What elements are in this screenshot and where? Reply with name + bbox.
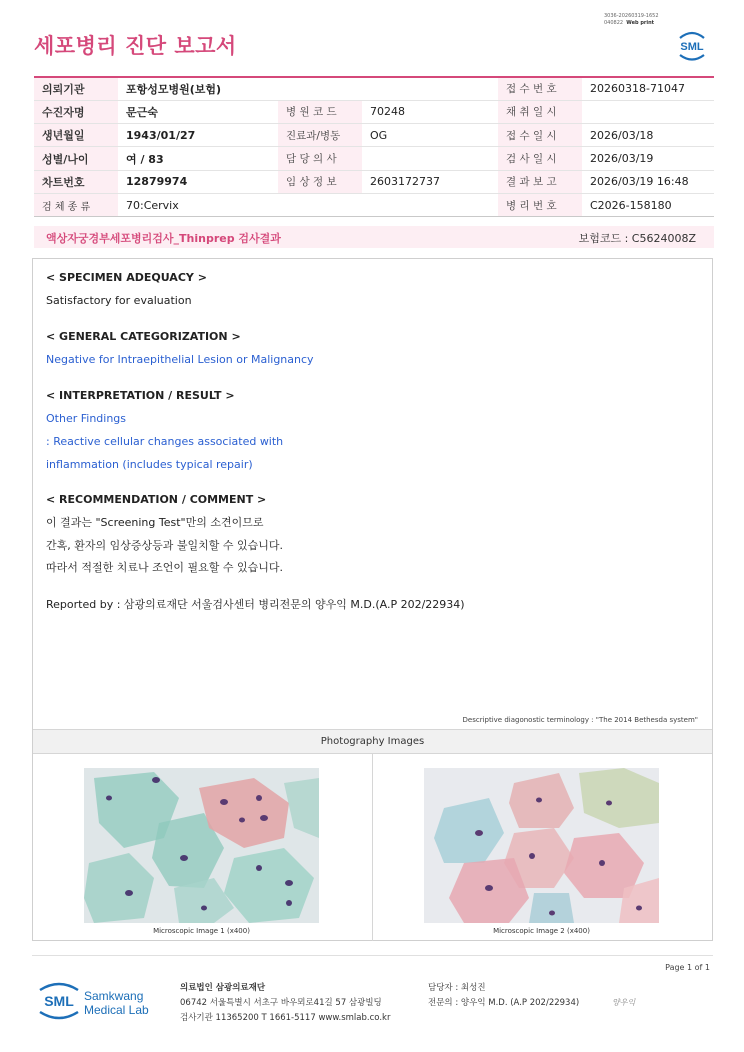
info-label: 병 원 코 드 bbox=[278, 100, 362, 123]
category-text: Negative for Intraepithelial Lesion or Malignancy bbox=[46, 353, 314, 366]
info-value: OG bbox=[362, 124, 498, 147]
info-value: C2026-158180 bbox=[582, 193, 714, 216]
info-row bbox=[34, 193, 714, 216]
info-value: 2026/03/19 16:48 bbox=[582, 170, 714, 193]
info-row bbox=[34, 77, 714, 100]
photo-divider bbox=[372, 754, 373, 941]
recommendation-line-1: 이 결과는 "Screening Test"만의 소견이므로 bbox=[46, 516, 264, 529]
info-value: 여 / 83 bbox=[118, 147, 278, 170]
interpretation-line-2: : Reactive cellular changes associated with bbox=[46, 435, 284, 448]
info-value: 문근숙 bbox=[118, 100, 278, 123]
info-value: 20260318-71047 bbox=[582, 77, 714, 100]
info-label: 검 체 종 류 bbox=[34, 193, 118, 216]
info-value: 2603172737 bbox=[362, 170, 498, 193]
document-code bbox=[604, 13, 659, 26]
interpretation-line-1: Other Findings bbox=[46, 412, 127, 425]
category-heading: < GENERAL CATEGORIZATION > bbox=[46, 330, 241, 343]
info-value: 70248 bbox=[362, 100, 498, 123]
info-label: 결 과 보 고 bbox=[498, 170, 582, 193]
footer-address: 06742 서울특별시 서초구 바우뫼로41길 57 삼광빌딩 bbox=[180, 998, 382, 1008]
info-label: 병 리 번 호 bbox=[498, 193, 582, 216]
sml-logo-text: SML bbox=[680, 41, 704, 53]
reported-by: Reported by : 삼광의료재단 서울검사센터 병리전문의 양우익 M.D.(A.P 202/22934) bbox=[46, 598, 465, 611]
info-label: 접 수 일 시 bbox=[498, 124, 582, 147]
footer-contact: 검사기관 11365200 T 1661-5117 www.smlab.co.kr bbox=[180, 1013, 391, 1023]
photo-section-title: Photography Images bbox=[33, 729, 712, 754]
info-value: 2026/03/19 bbox=[582, 147, 714, 170]
info-value: 70:Cervix bbox=[118, 193, 498, 216]
samkwang-logo-icon bbox=[37, 980, 162, 1022]
page-number: Page 1 of 1 bbox=[665, 963, 710, 972]
info-value bbox=[362, 147, 498, 170]
info-label: 생년월일 bbox=[34, 124, 118, 147]
footer-divider bbox=[32, 955, 713, 956]
specialist-signature: 양우익 bbox=[612, 998, 636, 1007]
recommendation-line-3: 따라서 적절한 치료나 조언이 필요할 수 있습니다. bbox=[46, 561, 283, 574]
patient-info-table bbox=[34, 76, 714, 217]
interpretation-heading: < INTERPRETATION / RESULT > bbox=[46, 389, 235, 402]
image-2-caption: Microscopic Image 2 (x400) bbox=[493, 927, 590, 935]
info-value: 1943/01/27 bbox=[118, 124, 278, 147]
info-label: 성별/나이 bbox=[34, 147, 118, 170]
info-value: 포항성모병원(보험) bbox=[118, 77, 498, 100]
info-row bbox=[34, 100, 714, 123]
info-label: 검 사 일 시 bbox=[498, 147, 582, 170]
microscopic-image-2 bbox=[424, 768, 659, 923]
adequacy-heading: < SPECIMEN ADEQUACY > bbox=[46, 271, 207, 284]
adequacy-text: Satisfactory for evaluation bbox=[46, 294, 192, 307]
info-label: 진료과/병동 bbox=[278, 124, 362, 147]
sml-logo-icon bbox=[674, 28, 710, 64]
info-label: 수진자명 bbox=[34, 100, 118, 123]
info-label: 채 취 일 시 bbox=[498, 100, 582, 123]
recommendation-heading: < RECOMMENDATION / COMMENT > bbox=[46, 493, 267, 506]
footer-logo-sub: Medical Lab bbox=[84, 1003, 149, 1017]
doc-code-line1: 3036-20260319-1652 bbox=[604, 13, 659, 19]
footer-manager: 담당자 : 최성진 bbox=[428, 983, 486, 993]
footer-specialist: 전문의 : 양우익 M.D. (A.P 202/22934) bbox=[428, 998, 580, 1008]
info-label: 차트번호 bbox=[34, 170, 118, 193]
image-1-caption: Microscopic Image 1 (x400) bbox=[153, 927, 250, 935]
info-row bbox=[34, 147, 714, 170]
footer-logo-sml: SML bbox=[44, 993, 74, 1009]
microscopic-image-1 bbox=[84, 768, 319, 923]
doc-code-line2: 040822 bbox=[604, 19, 624, 26]
recommendation-line-2: 간혹, 환자의 임상증상등과 불일치할 수 있습니다. bbox=[46, 539, 283, 552]
footer-org: 의료법인 삼광의료재단 bbox=[180, 983, 266, 993]
test-title-bar bbox=[34, 226, 714, 248]
interpretation-line-3: inflammation (includes typical repair) bbox=[46, 458, 253, 471]
insurance-code: 보험코드 : C5624008Z bbox=[578, 232, 696, 245]
test-name: 액상자궁경부세포병리검사_Thinprep 검사결과 bbox=[46, 232, 281, 245]
terminology-note: Descriptive diagonostic terminology : "The 2014 Bethesda system" bbox=[462, 716, 698, 724]
info-label: 의뢰기관 bbox=[34, 77, 118, 100]
info-row bbox=[34, 124, 714, 147]
info-label: 담 당 의 사 bbox=[278, 147, 362, 170]
info-value bbox=[582, 100, 714, 123]
info-value: 12879974 bbox=[118, 170, 278, 193]
info-label: 접 수 번 호 bbox=[498, 77, 582, 100]
info-label: 임 상 정 보 bbox=[278, 170, 362, 193]
page-title: 세포병리 진단 보고서 bbox=[34, 34, 237, 58]
info-row bbox=[34, 170, 714, 193]
footer-logo-main: Samkwang bbox=[84, 989, 144, 1003]
web-print-label: Web print bbox=[626, 19, 655, 26]
info-value: 2026/03/18 bbox=[582, 124, 714, 147]
report-box bbox=[32, 258, 713, 941]
